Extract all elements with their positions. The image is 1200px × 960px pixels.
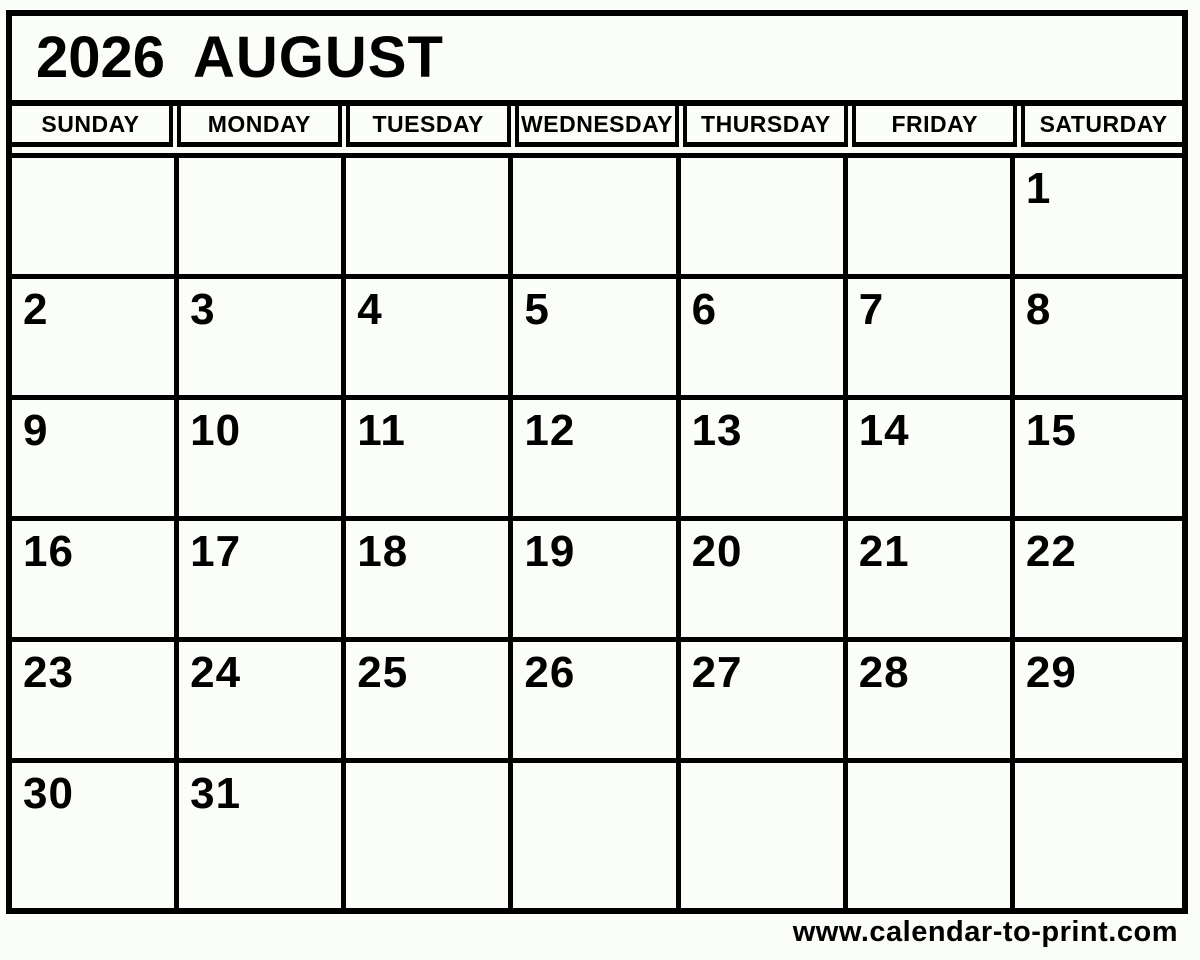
day-number: 5 — [524, 285, 550, 334]
day-number: 7 — [858, 285, 885, 334]
day-number: 4 — [357, 285, 383, 334]
day-cell — [681, 279, 848, 400]
day-cell — [513, 521, 680, 642]
day-number: 23 — [23, 648, 74, 697]
calendar — [6, 10, 1188, 914]
day-cell — [848, 158, 1015, 279]
day-number: 20 — [691, 527, 743, 576]
day-cell — [681, 400, 848, 521]
day-cell — [681, 642, 848, 763]
day-number: 2 — [23, 285, 49, 334]
day-cell — [513, 642, 680, 763]
day-number: 22 — [1025, 527, 1077, 576]
day-cell — [513, 400, 680, 521]
day-number: 14 — [858, 406, 910, 455]
weekday-monday: MONDAY — [177, 106, 342, 147]
day-number: 11 — [357, 406, 406, 455]
weekday-wednesday: WEDNESDAY — [515, 106, 680, 147]
day-number: 1 — [1025, 164, 1052, 213]
day-cell — [848, 279, 1015, 400]
day-cell — [513, 763, 680, 908]
day-cell — [346, 763, 513, 908]
day-cell — [179, 279, 346, 400]
day-number: 17 — [190, 527, 242, 576]
title-year: 2026 — [36, 25, 166, 90]
day-number: 3 — [190, 285, 216, 334]
calendar-grid — [12, 153, 1182, 908]
day-number: 13 — [691, 406, 743, 455]
day-cell — [1015, 279, 1182, 400]
title-month: AUGUST — [193, 25, 444, 90]
day-cell — [1015, 763, 1182, 908]
day-number: 15 — [1025, 406, 1077, 455]
day-number: 25 — [357, 648, 409, 697]
day-number: 9 — [23, 406, 49, 455]
day-cell — [681, 521, 848, 642]
day-number: 26 — [524, 648, 576, 697]
day-cell — [346, 279, 513, 400]
day-number: 19 — [524, 527, 576, 576]
day-cell — [179, 763, 346, 908]
day-cell — [346, 158, 513, 279]
weekday-saturday: SATURDAY — [1021, 106, 1182, 147]
day-cell — [12, 158, 179, 279]
day-number: 24 — [190, 648, 242, 697]
day-number: 30 — [23, 769, 74, 818]
day-cell — [848, 400, 1015, 521]
day-cell — [12, 642, 179, 763]
footer — [0, 916, 1178, 949]
day-number: 16 — [23, 527, 74, 576]
day-cell — [12, 763, 179, 908]
day-number: 27 — [691, 648, 743, 697]
weekday-tuesday: TUESDAY — [346, 106, 511, 147]
day-number: 10 — [190, 406, 242, 455]
day-number: 8 — [1025, 285, 1052, 334]
day-cell — [179, 158, 346, 279]
day-number: 29 — [1025, 648, 1077, 697]
weekday-friday: FRIDAY — [852, 106, 1017, 147]
day-number: 18 — [357, 527, 409, 576]
weekday-header — [12, 106, 1182, 147]
day-cell — [179, 521, 346, 642]
day-cell — [1015, 400, 1182, 521]
day-cell — [1015, 521, 1182, 642]
day-cell — [681, 763, 848, 908]
day-cell — [513, 279, 680, 400]
day-number: 21 — [858, 527, 910, 576]
day-cell — [12, 279, 179, 400]
day-cell — [346, 400, 513, 521]
day-cell — [848, 642, 1015, 763]
day-cell — [681, 158, 848, 279]
day-cell — [1015, 158, 1182, 279]
day-number: 12 — [524, 406, 576, 455]
day-number: 31 — [190, 769, 242, 818]
day-number: 28 — [858, 648, 910, 697]
day-cell — [12, 521, 179, 642]
day-cell — [848, 521, 1015, 642]
day-cell — [848, 763, 1015, 908]
day-cell — [179, 400, 346, 521]
day-cell — [12, 400, 179, 521]
weekday-thursday: THURSDAY — [683, 106, 848, 147]
day-cell — [1015, 642, 1182, 763]
day-cell — [346, 642, 513, 763]
weekday-sunday: SUNDAY — [12, 106, 173, 147]
footer-url: www.calendar-to-print.com — [792, 916, 1178, 948]
day-cell — [513, 158, 680, 279]
day-number: 6 — [691, 285, 718, 334]
title-bar — [12, 16, 1182, 106]
day-cell — [346, 521, 513, 642]
day-cell — [179, 642, 346, 763]
